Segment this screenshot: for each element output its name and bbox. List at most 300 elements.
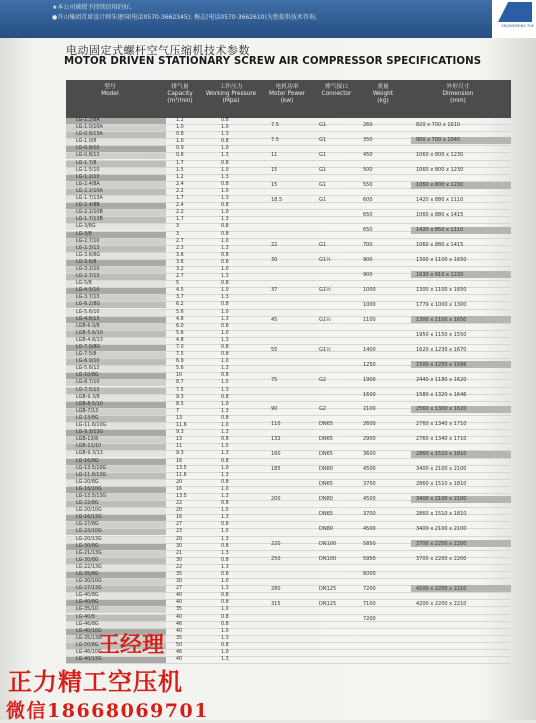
capacity-cell: 27 bbox=[176, 522, 183, 528]
weight-cell: 5850 bbox=[363, 540, 376, 547]
pressure-cell: 1.3 bbox=[221, 493, 229, 499]
capacity-cell: 5 bbox=[176, 281, 180, 287]
pressure-cell: 0.8 bbox=[221, 394, 229, 400]
capacity-cell: 7.0 bbox=[176, 345, 184, 350]
model-cell: LG-7.0/8G bbox=[76, 345, 101, 350]
model-cell: LGB-8.5/10 bbox=[76, 401, 103, 407]
model-cell: LG-5.6/10 bbox=[76, 309, 100, 315]
weight-cell: 350 bbox=[363, 137, 373, 144]
model-cell: LG-13/8G bbox=[76, 415, 99, 421]
pressure-cell: 0.8 bbox=[221, 543, 229, 549]
pressure-cell: 0.8 bbox=[221, 118, 229, 123]
capacity-cell: 3.6 bbox=[176, 259, 184, 265]
model-cell: LG-3.6/8G bbox=[76, 252, 101, 258]
group-row bbox=[261, 492, 511, 507]
pressure-cell: 0.8 bbox=[221, 323, 229, 329]
power-cell: 7.5 bbox=[271, 137, 279, 144]
model-cell: LG-1.0/8 bbox=[76, 139, 97, 145]
pressure-cell: 1.0 bbox=[221, 628, 229, 634]
capacity-cell: 7.5 bbox=[176, 387, 184, 393]
pressure-cell: 1.3 bbox=[221, 536, 229, 542]
model-cell: LG-2.7/13 bbox=[76, 274, 100, 280]
model-cell: LG-3.2/10 bbox=[76, 266, 100, 272]
pressure-cell: 0.8 bbox=[221, 345, 229, 350]
group-row bbox=[261, 267, 511, 282]
connector-cell: DN80 bbox=[319, 526, 333, 533]
model-cell: LG-46/10G bbox=[76, 650, 102, 656]
power-cell: 160 bbox=[271, 451, 281, 458]
capacity-cell: 2.2 bbox=[176, 210, 184, 216]
connector-cell: DN65 bbox=[319, 421, 333, 428]
pressure-cell: 0.8 bbox=[221, 437, 229, 443]
model-cell: LG-2.7/10 bbox=[76, 238, 100, 244]
weight-cell: 4500 bbox=[363, 526, 376, 533]
group-row bbox=[261, 327, 511, 342]
capacity-cell: 1.7 bbox=[176, 217, 184, 223]
group-row bbox=[261, 402, 511, 417]
model-cell: LG-0.8/13A bbox=[76, 132, 103, 138]
capacity-cell: 9.3 bbox=[176, 394, 184, 400]
capacity-cell: 11.6 bbox=[176, 472, 187, 478]
pressure-cell: 1.3 bbox=[221, 515, 229, 521]
pressure-cell: 0.8 bbox=[221, 642, 229, 648]
model-cell: LG-1.0/10A bbox=[76, 125, 103, 131]
pressure-cell: 1.3 bbox=[221, 564, 229, 570]
capacity-cell: 3 bbox=[176, 224, 180, 230]
weight-cell: 650 bbox=[363, 212, 373, 219]
capacity-cell: 30 bbox=[176, 557, 183, 563]
connector-cell: G2 bbox=[319, 376, 327, 383]
capacity-cell: 2.2 bbox=[176, 188, 184, 194]
pressure-cell: 1.3 bbox=[221, 472, 229, 478]
pressure-cell: 0.8 bbox=[221, 572, 229, 577]
pressure-cell: 1.3 bbox=[221, 550, 229, 556]
pressure-cell: 1.3 bbox=[221, 295, 229, 301]
model-cell: LG-1.5/10 bbox=[76, 167, 100, 173]
model-cell: LG-30/8G bbox=[76, 557, 99, 563]
model-cell: LG-3/8G bbox=[76, 224, 96, 230]
model-cell: LG-2.2/10A bbox=[76, 188, 103, 194]
capacity-cell: 35 bbox=[176, 607, 183, 613]
model-cell: LG-1.7/8 bbox=[76, 160, 97, 166]
model-cell: LG-1.7/13A bbox=[76, 196, 103, 202]
pressure-cell: 1.3 bbox=[221, 430, 229, 436]
model-cell: LG-20/8G bbox=[76, 479, 99, 485]
model-cell: LG-2.3/13 bbox=[76, 245, 100, 251]
dimension-cell: 2760 x 1340 x 1710 bbox=[416, 436, 467, 443]
pressure-cell: 0.8 bbox=[221, 203, 229, 209]
title-english: MOTOR DRIVEN STATIONARY SCREW AIR COMPRESSOR SPECIFICATIONS bbox=[64, 56, 482, 67]
group-row bbox=[261, 551, 511, 566]
group-row bbox=[261, 417, 511, 432]
dimension-cell: 1300 x 1100 x 1650 bbox=[416, 316, 467, 323]
power-cell: 110 bbox=[271, 421, 281, 428]
capacity-cell: 11.6 bbox=[176, 423, 187, 429]
col-dimension: 外形尺寸 Dimension (mm) bbox=[442, 84, 474, 104]
model-cell: LG-27/13G bbox=[76, 586, 102, 592]
capacity-cell: 0.9 bbox=[176, 146, 184, 152]
dimension-cell: 1580 x 1320 x 1646 bbox=[416, 391, 467, 398]
dimension-cell: 1060 x 800 x 1230 bbox=[416, 182, 464, 189]
model-cell: LG-3.7/13 bbox=[76, 295, 100, 301]
pressure-cell: 0.8 bbox=[221, 281, 229, 287]
pressure-cell: 1.0 bbox=[221, 288, 229, 294]
connector-cell: DN125 bbox=[319, 600, 337, 607]
dimension-cell: 1060 x 880 x 1415 bbox=[416, 212, 464, 219]
pressure-cell: 1.3 bbox=[221, 316, 229, 322]
pressure-cell: 1.0 bbox=[221, 486, 229, 492]
logo-mark-icon bbox=[498, 2, 532, 22]
model-cell: LG-8.7/10 bbox=[76, 380, 100, 386]
dimension-cell: 900 x 700 x 1040 bbox=[416, 137, 461, 144]
model-cell: LG-20/13G bbox=[76, 536, 102, 542]
capacity-cell: 7 bbox=[176, 408, 180, 414]
pressure-cell: 0.8 bbox=[221, 621, 229, 627]
group-row bbox=[261, 282, 511, 297]
power-cell: 185 bbox=[271, 466, 281, 473]
model-cell: LG-0.9/10 bbox=[76, 146, 100, 152]
model-cell: LG-2.4/8A bbox=[76, 181, 100, 187]
model-cell: LGB-9.3/8 bbox=[76, 394, 100, 400]
model-cell: LG-3.6/8 bbox=[76, 259, 97, 265]
weight-cell: 2600 bbox=[363, 421, 376, 428]
weight-cell: 1900 bbox=[363, 376, 376, 383]
group-row bbox=[261, 297, 511, 312]
group-row bbox=[261, 372, 511, 387]
model-cell: LG-6.9/10 bbox=[76, 359, 100, 365]
weight-cell: 900 bbox=[363, 271, 373, 278]
model-cell: LG-3/8 bbox=[76, 231, 92, 237]
capacity-cell: 3.7 bbox=[176, 295, 184, 301]
group-row bbox=[261, 611, 511, 626]
dimension-cell: 1500 x 1250 x 1566 bbox=[416, 361, 467, 368]
pressure-cell: 1.3 bbox=[221, 451, 229, 457]
weight-cell: 1100 bbox=[363, 316, 376, 323]
pressure-cell: 1.3 bbox=[221, 657, 229, 663]
weight-cell: 3600 bbox=[363, 451, 376, 458]
weight-cell: 4500 bbox=[363, 496, 376, 503]
capacity-cell: 22 bbox=[176, 501, 183, 507]
power-cell: 200 bbox=[271, 496, 281, 503]
capacity-cell: 3.6 bbox=[176, 252, 184, 258]
model-cell: LG-0.8/13 bbox=[76, 153, 100, 159]
group-row bbox=[261, 178, 511, 193]
capacity-cell: 23 bbox=[176, 529, 183, 535]
capacity-cell: 1.2 bbox=[176, 174, 184, 180]
pressure-cell: 1.3 bbox=[221, 245, 229, 251]
dimension-cell: 3400 x 2100 x 2100 bbox=[416, 466, 467, 473]
capacity-cell: 2.3 bbox=[176, 245, 184, 251]
capacity-cell: 1.5 bbox=[176, 167, 184, 173]
weight-cell: 4500 bbox=[363, 466, 376, 473]
model-cell: LG-16/8G bbox=[76, 458, 99, 464]
pressure-cell: 1.0 bbox=[221, 650, 229, 656]
capacity-cell: 4.8 bbox=[176, 316, 184, 322]
capacity-cell: 6.9 bbox=[176, 359, 184, 365]
power-cell: 90 bbox=[271, 406, 278, 413]
capacity-cell: 30 bbox=[176, 543, 183, 549]
model-cell: LG-5.6/13 bbox=[76, 366, 100, 372]
watermark-line-1: 王经理 bbox=[98, 632, 165, 658]
model-cell: LG-40/8G bbox=[76, 593, 99, 599]
model-cell: LG-30/8G bbox=[76, 543, 99, 549]
model-cell: LG-40/8G bbox=[76, 600, 99, 606]
pressure-cell: 0.8 bbox=[221, 352, 229, 358]
model-cell: LGB-4.8/13 bbox=[76, 337, 103, 343]
model-cell: LGB-5.6/10 bbox=[76, 330, 103, 336]
connector-cell: G1½ bbox=[319, 256, 331, 263]
pressure-cell: 1.0 bbox=[221, 579, 229, 585]
capacity-cell: 5.6 bbox=[176, 330, 184, 336]
dimension-cell: 1420 x 880 x 1110 bbox=[416, 197, 464, 204]
capacity-cell: 35 bbox=[176, 635, 183, 641]
connector-cell: G1 bbox=[319, 152, 327, 159]
power-cell: 45 bbox=[271, 316, 278, 323]
power-cell: 18.5 bbox=[271, 197, 283, 204]
power-cell: 15 bbox=[271, 167, 278, 174]
dimension-cell: 4200 x 2200 x 2210 bbox=[416, 600, 467, 607]
model-cell: LG-5/8 bbox=[76, 281, 92, 287]
pressure-cell: 1.0 bbox=[221, 167, 229, 173]
model-cell: LG-46/8G bbox=[76, 621, 99, 627]
capacity-cell: 0.8 bbox=[176, 153, 184, 159]
group-row bbox=[261, 253, 511, 268]
dimension-cell: 3400 x 2100 x 2100 bbox=[416, 496, 467, 503]
weight-cell: 7100 bbox=[363, 600, 376, 607]
capacity-cell: 1.2 bbox=[176, 118, 184, 123]
pressure-cell: 1.3 bbox=[221, 274, 229, 280]
model-cell: LG-11.6/13G bbox=[76, 472, 107, 478]
model-cell: LGB-7/13 bbox=[76, 408, 99, 414]
group-row bbox=[261, 447, 511, 462]
logo-tagline: ENGINEERING THE bbox=[501, 24, 534, 28]
capacity-cell: 2.4 bbox=[176, 203, 184, 209]
pressure-cell: 0.8 bbox=[221, 302, 229, 308]
weight-cell: 260 bbox=[363, 122, 373, 129]
capacity-cell: 40 bbox=[176, 614, 183, 620]
pressure-cell: 1.0 bbox=[221, 359, 229, 365]
capacity-cell: 5.6 bbox=[176, 366, 184, 372]
connector-cell: DN65 bbox=[319, 451, 333, 458]
dimension-cell: 3400 x 2100 x 2100 bbox=[416, 526, 467, 533]
model-cell: LG-10/8G bbox=[76, 373, 99, 379]
group-row bbox=[261, 133, 511, 148]
power-cell: 75 bbox=[271, 376, 278, 383]
pressure-cell: 1.0 bbox=[221, 238, 229, 244]
group-row bbox=[261, 596, 511, 611]
pressure-cell: 1.3 bbox=[221, 408, 229, 414]
connector-cell: DN100 bbox=[319, 540, 337, 547]
watermark-line-3: 微信18668069701 bbox=[6, 700, 209, 722]
capacity-cell: 6.2 bbox=[176, 302, 184, 308]
group-row bbox=[261, 507, 511, 522]
pressure-cell: 0.8 bbox=[221, 501, 229, 507]
weight-cell: 2900 bbox=[363, 436, 376, 443]
pressure-cell: 1.3 bbox=[221, 217, 229, 223]
pressure-cell: 1.3 bbox=[221, 153, 229, 159]
model-cell: LG-1.2/8A bbox=[76, 118, 100, 123]
capacity-cell: 6.0 bbox=[176, 323, 184, 329]
model-cell: LGB-11/10 bbox=[76, 444, 102, 450]
capacity-cell: 4.5 bbox=[176, 288, 184, 294]
model-cell: LG-13.5/13G bbox=[76, 493, 107, 499]
title-chinese: 电动固定式螺杆空气压缩机技术参数 bbox=[66, 44, 250, 57]
company-logo bbox=[492, 0, 536, 38]
dimension-cell: 1060 x 800 x 1230 bbox=[416, 152, 464, 159]
connector-cell: DN65 bbox=[319, 511, 333, 518]
dimension-cell: 3700 x 2200 x 2200 bbox=[416, 555, 467, 562]
group-row bbox=[261, 462, 511, 477]
power-cell: 132 bbox=[271, 436, 281, 443]
pressure-cell: 0.8 bbox=[221, 479, 229, 485]
capacity-cell: 1.7 bbox=[176, 160, 184, 166]
group-row bbox=[261, 163, 511, 178]
connector-cell: DN80 bbox=[319, 496, 333, 503]
capacity-cell: 8.5 bbox=[176, 401, 184, 407]
pressure-cell: 1.3 bbox=[221, 196, 229, 202]
capacity-cell: 20 bbox=[176, 479, 183, 485]
pressure-cell: 1.0 bbox=[221, 146, 229, 152]
capacity-cell: 1.7 bbox=[176, 196, 184, 202]
capacity-cell: 40 bbox=[176, 628, 183, 634]
col-power: 电机功率 Motor Power (kw) bbox=[268, 84, 306, 104]
model-cell: LG-1.7/13B bbox=[76, 217, 103, 223]
col-model: 型号 Model bbox=[101, 84, 119, 97]
model-cell: LG-22/13G bbox=[76, 564, 102, 570]
pressure-cell: 0.8 bbox=[221, 224, 229, 230]
group-row bbox=[261, 193, 511, 208]
power-cell: 250 bbox=[271, 555, 281, 562]
weight-cell: 2100 bbox=[363, 406, 376, 413]
pressure-cell: 1.3 bbox=[221, 586, 229, 592]
capacity-cell: 4.8 bbox=[176, 337, 184, 343]
capacity-cell: 3.2 bbox=[176, 266, 184, 272]
group-row bbox=[261, 432, 511, 447]
header-line-2: ●开山集团首席设计师朱建国(电话0570-3662345); 梅志(电话0570-3662610)为您提供技术咨询。 bbox=[52, 14, 321, 21]
connector-cell: G2 bbox=[319, 406, 327, 413]
group-row bbox=[261, 238, 511, 253]
weight-cell: 550 bbox=[363, 182, 373, 189]
model-cell: LG-16/10G bbox=[76, 486, 102, 492]
connector-cell: G1½ bbox=[319, 316, 331, 323]
pressure-cell: 1.0 bbox=[221, 309, 229, 315]
power-cell: 55 bbox=[271, 346, 278, 353]
connector-cell: DN100 bbox=[319, 555, 337, 562]
capacity-cell: 40 bbox=[176, 593, 183, 599]
capacity-cell: 46 bbox=[176, 621, 183, 627]
weight-cell: 900 bbox=[363, 256, 373, 263]
connector-cell: G1 bbox=[319, 182, 327, 189]
header-line-1: ★本公司被授予持续信用的好。 bbox=[52, 4, 136, 11]
weight-cell: 500 bbox=[363, 167, 373, 174]
power-cell: 315 bbox=[271, 600, 281, 607]
pressure-cell: 0.8 bbox=[221, 231, 229, 237]
pressure-cell: 1.0 bbox=[221, 423, 229, 429]
group-row bbox=[261, 522, 511, 537]
dimension-cell: 4200 x 2200 x 2210 bbox=[416, 585, 467, 592]
pressure-cell: 0.8 bbox=[221, 373, 229, 379]
weight-cell: 700 bbox=[363, 242, 373, 249]
dimension-cell: 1300 x 1100 x 1650 bbox=[416, 256, 467, 263]
connector-cell: G1 bbox=[319, 122, 327, 129]
model-cell: LGB-6.0/8 bbox=[76, 323, 100, 329]
dimension-cell: 3700 x 2200 x 2200 bbox=[416, 540, 467, 547]
dimension-cell: 1060 x 800 x 1230 bbox=[416, 167, 464, 174]
capacity-cell: 16 bbox=[176, 515, 183, 521]
group-row bbox=[261, 342, 511, 357]
model-cell: LG-16/13G bbox=[76, 515, 102, 521]
capacity-cell: 1.0 bbox=[176, 125, 184, 131]
dimension-cell: 2440 x 1180 x 1620 bbox=[416, 376, 467, 383]
pressure-cell: 1.3 bbox=[221, 635, 229, 641]
col-pressure: 工作压力 Working Pressure (Mpa) bbox=[205, 84, 257, 104]
model-cell: LG-50/8G bbox=[76, 642, 99, 648]
weight-cell: 600 bbox=[363, 197, 373, 204]
model-cell: LG-13.5/10G bbox=[76, 465, 107, 471]
pressure-cell: 0.8 bbox=[221, 139, 229, 145]
capacity-cell: 20 bbox=[176, 508, 183, 514]
weight-cell: 3700 bbox=[363, 481, 376, 488]
capacity-cell: 50 bbox=[176, 642, 183, 648]
model-cell: LG-4.8/13 bbox=[76, 316, 100, 322]
pressure-cell: 0.8 bbox=[221, 259, 229, 265]
power-cell: 280 bbox=[271, 585, 281, 592]
capacity-cell: 10 bbox=[176, 373, 183, 379]
connector-cell: G1 bbox=[319, 167, 327, 174]
dimension-cell: 2860 x 1510 x 1810 bbox=[416, 511, 467, 518]
col-connector: 排气接口 Connector bbox=[321, 84, 352, 97]
capacity-cell: 2.7 bbox=[176, 274, 184, 280]
model-cell: LG-6.2/8G bbox=[76, 302, 101, 308]
weight-cell: 450 bbox=[363, 152, 373, 159]
pressure-cell: 0.8 bbox=[221, 614, 229, 620]
weight-cell: 1400 bbox=[363, 346, 376, 353]
connector-cell: G1 bbox=[319, 137, 327, 144]
capacity-cell: 40 bbox=[176, 657, 183, 663]
pressure-cell: 0.8 bbox=[221, 415, 229, 421]
pressure-cell: 1.0 bbox=[221, 465, 229, 471]
weight-cell: 1250 bbox=[363, 361, 376, 368]
group-row bbox=[261, 223, 511, 238]
model-cell: LG-40/10G bbox=[76, 628, 102, 634]
weight-cell: 650 bbox=[363, 227, 373, 234]
pressure-cell: 0.8 bbox=[221, 181, 229, 187]
capacity-cell: 0.8 bbox=[176, 132, 184, 138]
group-row bbox=[261, 357, 511, 372]
model-cell: LG-11.6/10G bbox=[76, 423, 107, 429]
model-cell: LG-35/10 bbox=[76, 607, 98, 613]
power-cell: 30 bbox=[271, 256, 278, 263]
capacity-cell: 27 bbox=[176, 586, 183, 592]
pressure-cell: 0.8 bbox=[221, 600, 229, 606]
capacity-cell: 30 bbox=[176, 579, 183, 585]
model-cell: LG-40/8 bbox=[76, 614, 95, 620]
weight-cell: 7200 bbox=[363, 615, 376, 622]
model-cell: LGB-9.3/13 bbox=[76, 451, 103, 457]
power-cell: 220 bbox=[271, 540, 281, 547]
group-row bbox=[261, 387, 511, 402]
table-header bbox=[66, 80, 511, 118]
spec-table bbox=[66, 80, 511, 720]
group-row bbox=[261, 477, 511, 492]
dimension-cell: 1620 x 1230 x 1670 bbox=[416, 346, 467, 353]
pressure-cell: 1.0 bbox=[221, 607, 229, 613]
dimension-cell: 2860 x 1510 x 1810 bbox=[416, 481, 467, 488]
capacity-cell: 13 bbox=[176, 437, 183, 443]
capacity-cell: 9.3 bbox=[176, 451, 184, 457]
capacity-cell: 5.6 bbox=[176, 309, 184, 315]
dimension-cell: 1950 x 1150 x 1550 bbox=[416, 331, 467, 338]
